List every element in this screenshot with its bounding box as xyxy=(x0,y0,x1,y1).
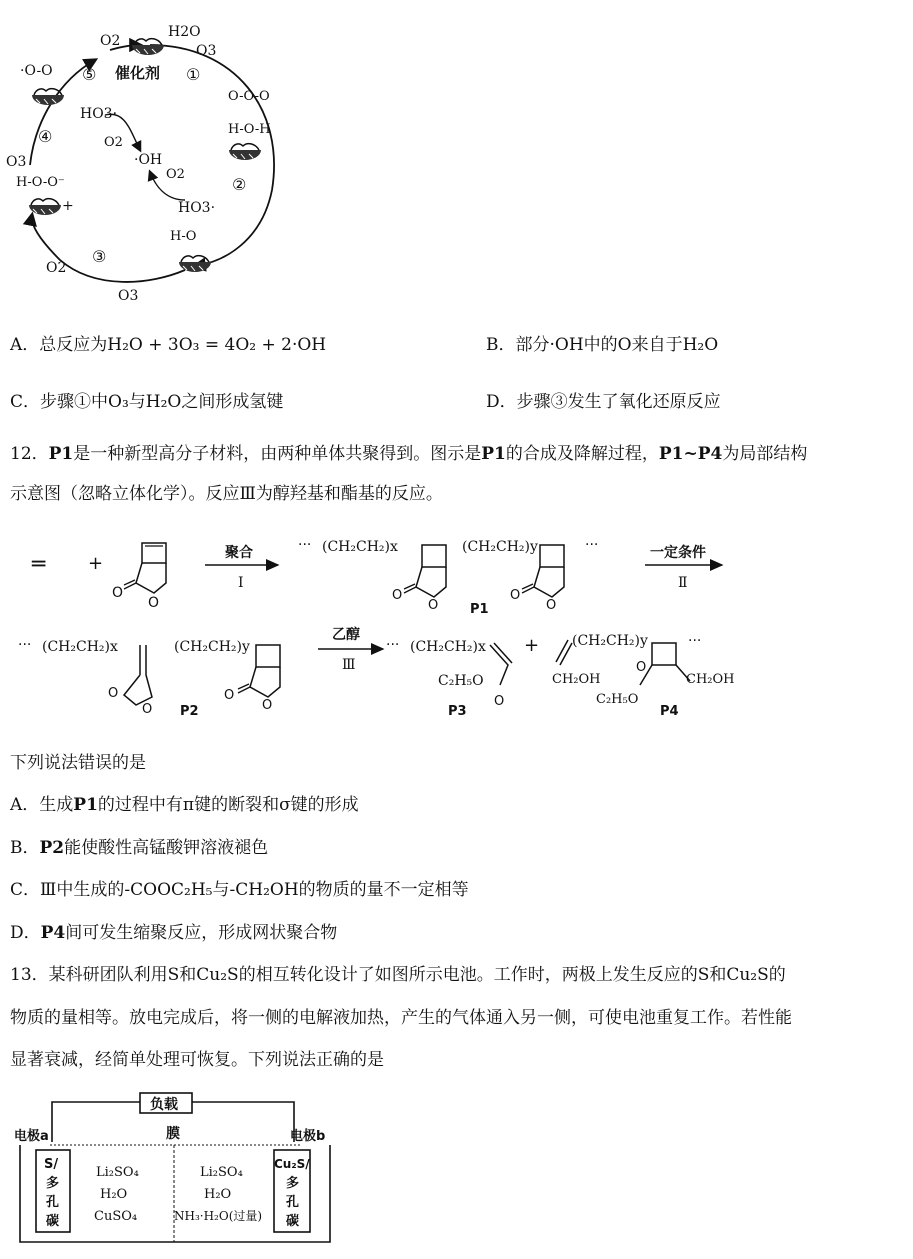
plus-2: + xyxy=(524,635,540,656)
p2-segment-x: (CH₂CH₂)x xyxy=(42,639,118,655)
p4-ch2oh-left: CH₂OH xyxy=(552,672,601,687)
left-electrode-4: 碳 xyxy=(46,1214,60,1229)
p2-o1: O xyxy=(108,686,119,701)
p1-o1: O xyxy=(392,588,403,603)
p4-o: O xyxy=(636,660,647,675)
species-o2-top: O2 xyxy=(100,33,121,49)
p4-label: P4 xyxy=(660,704,679,719)
arrow1-bottom: Ⅰ xyxy=(238,575,244,591)
step-3: ③ xyxy=(92,247,107,266)
species-o3-top: O3 xyxy=(196,43,217,59)
monomer-o-carbonyl: O xyxy=(112,585,124,601)
q12-option-b: B．P2能使酸性高锰酸钾溶液褪色 xyxy=(10,838,269,858)
q11-option-d-text: 步骤③发生了氧化还原反应 xyxy=(516,392,721,412)
polymer-reaction-scheme xyxy=(0,525,913,730)
arrow3-top: 乙醇 xyxy=(332,627,360,643)
q11-option-c: C．步骤①中O₃与H₂O之间形成氢键 xyxy=(10,392,284,412)
left-electrode-2: 多 xyxy=(46,1176,60,1191)
load-label: 负载 xyxy=(150,1097,178,1113)
species-o-o-o: O-O-O xyxy=(228,89,270,104)
catalytic-cycle-diagram xyxy=(0,0,320,310)
p4-segment-y: (CH₂CH₂)y xyxy=(572,633,648,649)
q11-option-d: D．步骤③发生了氧化还原反应 xyxy=(486,392,721,412)
q12-option-d: D．P4间可发生缩聚反应，形成网状聚合物 xyxy=(10,923,338,943)
q12-option-c: C．Ⅲ中生成的-COOC₂H₅与-CH₂OH的物质的量不一定相等 xyxy=(10,880,469,900)
right-electrode-1: Cu₂S/ xyxy=(274,1157,310,1171)
p1-label: P1 xyxy=(470,602,489,617)
right-electrode-4: 碳 xyxy=(286,1214,300,1229)
species-h-o-h: H-O-H xyxy=(228,122,271,137)
species-o3-left: O3 xyxy=(6,154,27,170)
step-2: ② xyxy=(232,175,247,194)
species-h2o: H2O xyxy=(168,24,201,40)
step-4: ④ xyxy=(38,127,53,146)
q12-option-a: A．生成P1的过程中有π键的断裂和σ键的形成 xyxy=(10,795,359,815)
species-plus: + xyxy=(62,198,74,214)
q12-line1: 12．P1是一种新型高分子材料，由两种单体共聚得到。图示是P1的合成及降解过程，P1~P4为局部结构 xyxy=(10,444,808,464)
p4-ch2oh-right: CH₂OH xyxy=(686,672,735,687)
q13-line2: 物质的量相等。放电完成后，将一侧的电解液加热，产生的气体通入另一侧，可使电池重复工作。若性能 xyxy=(10,1008,792,1028)
plus-1: + xyxy=(88,553,104,574)
p1-o3: O xyxy=(510,588,521,603)
battery-diagram xyxy=(10,1090,340,1250)
arrow2-bottom: Ⅱ xyxy=(678,575,688,591)
electrode-a-label: 电极a xyxy=(14,1129,49,1144)
species-o3-bottom: O3 xyxy=(118,288,139,304)
p3-o: O xyxy=(494,694,505,709)
species-h-o-o-minus: H-O-O⁻ xyxy=(16,175,65,190)
p2-dots-left: ··· xyxy=(18,637,32,653)
q11-option-a: A．总反应为H₂O + 3O₃ = 4O₂ + 2·OH xyxy=(10,335,327,355)
right-solution-3: NH₃·H₂O(过量) xyxy=(174,1209,263,1223)
q11-option-c-text: 步骤①中O₃与H₂O之间形成氢键 xyxy=(40,392,284,412)
p1-o4: O xyxy=(546,598,557,613)
q11-option-b-text: 部分·OH中的O来自于H₂O xyxy=(515,335,719,355)
q13-line3: 显著衰减，经简单处理可恢复。下列说法正确的是 xyxy=(10,1050,384,1070)
p1-segment-y: (CH₂CH₂)y xyxy=(462,539,538,555)
species-ho3-upper: HO3· xyxy=(80,106,118,122)
electrode-b-label: 电极b xyxy=(290,1129,326,1144)
p3-label: P3 xyxy=(448,704,467,719)
left-electrode-3: 孔 xyxy=(46,1195,60,1210)
p4-dots: ··· xyxy=(688,633,702,649)
p1-dots-right: ··· xyxy=(585,537,599,553)
p3-segment-x: (CH₂CH₂)x xyxy=(410,639,486,655)
q12-line2: 示意图（忽略立体化学）。反应Ⅲ为醇羟基和酯基的反应。 xyxy=(10,484,443,504)
q11-option-a-text: 总反应为H₂O + 3O₃ = 4O₂ + 2·OH xyxy=(39,335,327,355)
species-o2-mid2: O2 xyxy=(166,167,185,182)
species-oh-dot: ·OH xyxy=(134,152,163,168)
arrow2-top: 一定条件 xyxy=(650,545,706,561)
ethylene: ═ xyxy=(32,552,46,577)
right-electrode-2: 多 xyxy=(286,1176,300,1191)
left-solution-1: Li₂SO₄ xyxy=(96,1165,139,1180)
catalyst-label: 催化剂 xyxy=(115,64,161,82)
monomer-o-ring: O xyxy=(148,595,160,611)
p2-o3: O xyxy=(224,688,235,703)
left-solution-2: H₂O xyxy=(100,1187,128,1202)
q11-option-b: B．部分·OH中的O来自于H₂O xyxy=(486,335,719,355)
species-dot-oo: ·O-O xyxy=(20,63,53,79)
arrow1-top: 聚合 xyxy=(225,545,253,561)
species-o2-bottom: O2 xyxy=(46,260,67,276)
species-o2-mid: O2 xyxy=(104,135,123,150)
p2-o4: O xyxy=(262,698,273,713)
p4-c2h5o: C₂H₅O xyxy=(596,692,639,707)
step-5: ⑤ xyxy=(82,65,97,84)
p3-dots: ··· xyxy=(386,637,400,653)
species-h-o: H-O xyxy=(170,229,197,244)
p2-label: P2 xyxy=(180,704,199,719)
q12-question: 下列说法错误的是 xyxy=(10,753,146,773)
arrow3-bottom: Ⅲ xyxy=(342,657,356,673)
right-solution-1: Li₂SO₄ xyxy=(200,1165,243,1180)
p2-o2: O xyxy=(142,702,153,717)
species-ho3-lower: HO3· xyxy=(178,200,216,216)
p2-segment-y: (CH₂CH₂)y xyxy=(174,639,250,655)
right-solution-2: H₂O xyxy=(204,1187,232,1202)
p3-c2h5o: C₂H₅O xyxy=(438,673,484,689)
p1-dots-left: ··· xyxy=(298,537,312,553)
left-solution-3: CuSO₄ xyxy=(94,1209,138,1224)
p1-o2: O xyxy=(428,598,439,613)
left-electrode-1: S/ xyxy=(44,1157,59,1172)
p1-segment-x: (CH₂CH₂)x xyxy=(322,539,398,555)
q13-line1: 13．某科研团队利用S和Cu₂S的相互转化设计了如图所示电池。工作时，两极上发生反应的S和Cu₂S的 xyxy=(10,965,786,985)
step-1: ① xyxy=(186,65,201,84)
right-electrode-3: 孔 xyxy=(286,1195,300,1210)
membrane-label: 膜 xyxy=(166,1126,180,1142)
